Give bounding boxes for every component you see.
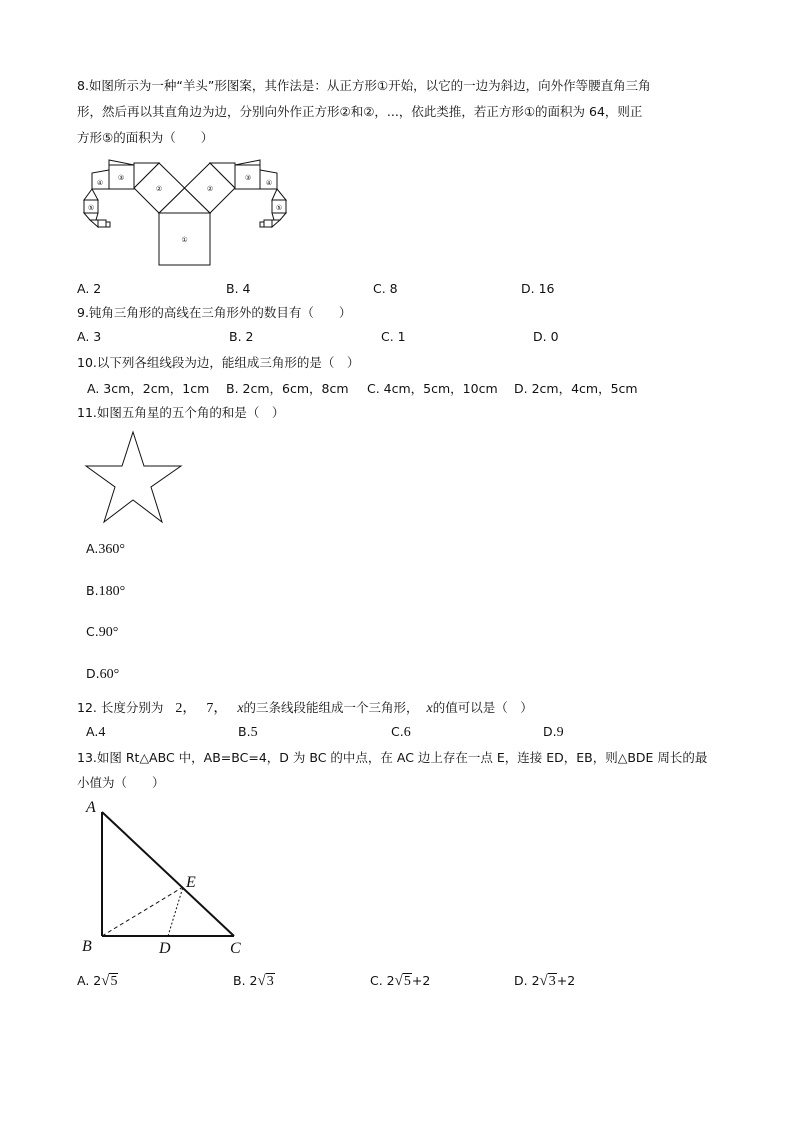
q12-option-a-letter: A. — [86, 724, 99, 739]
q11-option-c-value: 90° — [98, 625, 119, 640]
q11-option-a-letter: A. — [86, 541, 99, 556]
label-2-left: ② — [155, 185, 163, 193]
label-2-right: ② — [206, 185, 214, 193]
q10-stem: 10.以下列各组线段为边，能组成三角形的是（ ） — [77, 355, 360, 370]
point-b-label: B — [82, 938, 92, 955]
q13-option-c-letter: C. 2 — [370, 973, 395, 988]
q8-option-d[interactable]: D. 16 — [521, 281, 555, 296]
q8-stem-line2: 形，然后再以其直角边为边，分别向外作正方形②和②，...，依此类推，若正方形①的面积为 64，则正 — [77, 104, 643, 119]
q12-option-c-value: 6 — [403, 725, 411, 740]
q13-option-b-radicand: 3 — [266, 974, 274, 989]
q8-stem-line3: 方形⑤的面积为（ ） — [77, 130, 214, 145]
point-c-label: C — [230, 940, 241, 957]
q12-n1: 2， — [175, 701, 197, 716]
q10-option-a[interactable]: A. 3cm，2cm，1cm — [87, 381, 210, 396]
q11-option-b[interactable] — [86, 583, 125, 600]
q11-option-b-value: 180° — [98, 584, 126, 599]
q12-option-b-value: 5 — [250, 725, 258, 740]
q12-part2: 的三条线段能组成一个三角形， — [243, 700, 419, 715]
label-3-left: ③ — [117, 174, 125, 182]
q12-option-a[interactable] — [86, 724, 105, 741]
q12-part1: 12. 长度分别为 — [77, 700, 164, 715]
q13-option-d-letter: D. 2 — [514, 973, 540, 988]
q13-option-c-radicand: 5 — [403, 974, 411, 989]
five-pointed-star — [85, 430, 185, 525]
q12-n2: 7， — [206, 701, 228, 716]
q13-option-a-letter: A. 2 — [77, 973, 102, 988]
q12-option-d-value: 9 — [556, 725, 564, 740]
q11-option-d[interactable] — [86, 666, 119, 683]
q10-option-b[interactable]: B. 2cm，6cm，8cm — [226, 381, 349, 396]
q9-stem: 9.钝角三角形的高线在三角形外的数目有（ ） — [77, 305, 352, 320]
q13-option-c[interactable]: C. 2√5+2 — [370, 973, 431, 989]
triangle-abc-figure — [78, 795, 258, 960]
q9-option-c[interactable]: C. 1 — [381, 329, 406, 344]
q10-option-d[interactable]: D. 2cm，4cm，5cm — [514, 381, 638, 396]
point-d-label: D — [159, 940, 171, 957]
label-5-right: ⑤ — [275, 204, 283, 212]
q12-option-b[interactable] — [238, 724, 258, 741]
label-5-left: ⑤ — [87, 204, 95, 212]
q8-option-b[interactable]: B. 4 — [226, 281, 251, 296]
ram-head-figure — [78, 160, 298, 270]
q11-option-a[interactable] — [86, 541, 125, 558]
q12-option-d-letter: D. — [543, 724, 557, 739]
q12-option-a-value: 4 — [98, 725, 106, 740]
q13-option-c-suffix: +2 — [411, 973, 431, 988]
q11-stem: 11.如图五角星的五个角的和是（ ） — [77, 405, 285, 420]
q13-option-d-suffix: +2 — [556, 973, 576, 988]
q13-option-d-radicand: 3 — [548, 974, 556, 989]
q11-option-c-letter: C. — [86, 624, 99, 639]
q8-option-c[interactable]: C. 8 — [373, 281, 398, 296]
segment-be — [102, 887, 183, 936]
label-3-right: ③ — [244, 174, 252, 182]
q12-var-2: x — [426, 701, 433, 716]
q10-option-c[interactable]: C. 4cm，5cm，10cm — [367, 381, 498, 396]
label-1: ① — [181, 236, 188, 244]
q9-option-b[interactable]: B. 2 — [229, 329, 254, 344]
q11-option-b-letter: B. — [86, 583, 99, 598]
q13-stem-line1: 13.如图 Rt△ABC 中，AB=BC=4，D 为 BC 的中点，在 AC 边上存在一点 E，连接 ED，EB，则△BDE 周长的最 — [77, 750, 708, 765]
point-a-label: A — [86, 799, 96, 816]
q13-option-a-radicand: 5 — [110, 974, 118, 989]
q12-var-1: x — [237, 701, 244, 716]
q11-option-c[interactable] — [86, 624, 118, 641]
q12-option-d[interactable] — [543, 724, 564, 741]
q12-option-c[interactable] — [391, 724, 411, 741]
q8-option-a[interactable]: A. 2 — [77, 281, 102, 296]
q12-part3: 的值可以是（ ） — [432, 700, 533, 715]
q12-option-c-letter: C. — [391, 724, 404, 739]
q9-option-a[interactable]: A. 3 — [77, 329, 102, 344]
q13-option-b-letter: B. 2 — [233, 973, 258, 988]
q13-option-b[interactable]: B. 2√3 — [233, 973, 274, 989]
q8-stem-line1: 8.如图所示为一种“羊头”形图案，其作法是：从正方形①开始，以它的一边为斜边，向外作等腰直角三角 — [77, 78, 651, 93]
q12-option-b-letter: B. — [238, 724, 251, 739]
q13-option-d[interactable]: D. 2√3+2 — [514, 973, 576, 989]
point-e-label: E — [186, 874, 196, 891]
q11-option-d-letter: D. — [86, 666, 100, 681]
q11-option-a-value: 360° — [98, 542, 125, 557]
q11-option-d-value: 60° — [99, 667, 120, 682]
q13-stem-line2: 小值为（ ） — [77, 775, 165, 790]
q13-option-a[interactable]: A. 2√5 — [77, 973, 118, 989]
label-4-right: ④ — [265, 179, 273, 187]
q12-stem — [77, 699, 533, 718]
label-4-left: ④ — [96, 179, 104, 187]
side-ac — [102, 812, 234, 936]
q9-option-d[interactable]: D. 0 — [533, 329, 559, 344]
